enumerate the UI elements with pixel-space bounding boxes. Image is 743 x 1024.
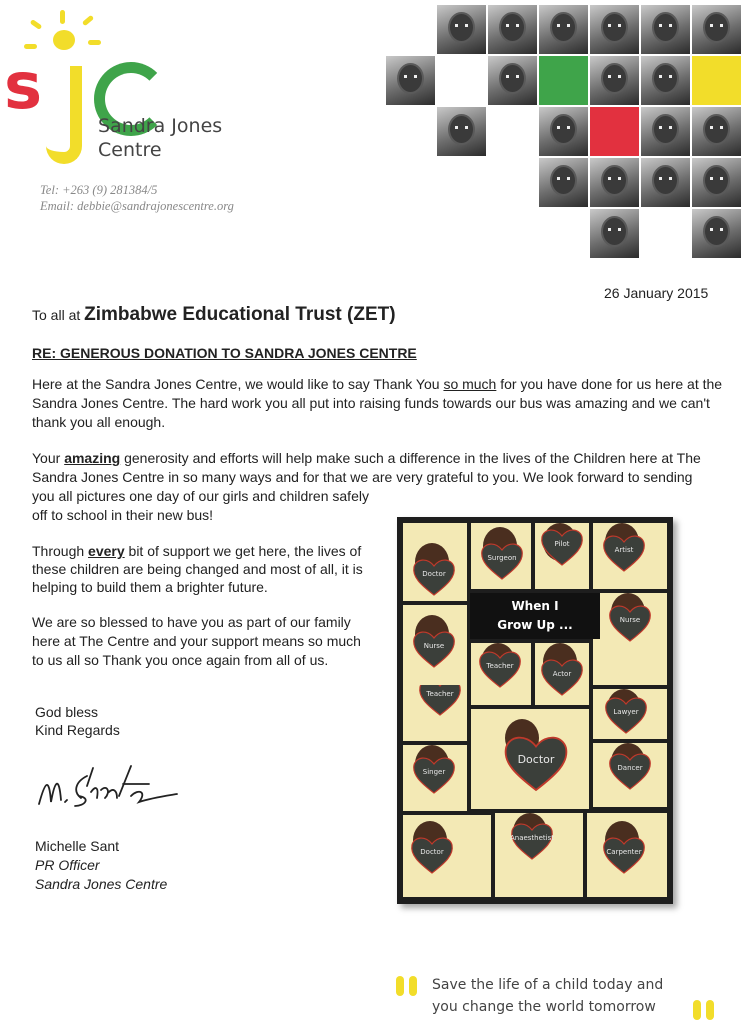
sun-ray xyxy=(30,19,43,30)
heart-sign xyxy=(539,657,585,697)
letter-recipient xyxy=(32,306,396,324)
quote-close-icon xyxy=(693,1000,701,1020)
poster-banner xyxy=(470,593,600,639)
slogan-line-1: Save the life of a child today and xyxy=(432,977,664,993)
text-run: Here at the Sandra Jones Centre, we would like to say Thank You xyxy=(32,376,440,392)
paragraph-3-line-3: helping to build them a brighter future. xyxy=(32,579,268,595)
banner-line-2: Grow Up ... xyxy=(497,618,573,632)
poster-photo-cell xyxy=(535,643,589,705)
heart-sign xyxy=(411,755,457,795)
heart-label: Doctor xyxy=(420,848,444,856)
heart-label: Artist xyxy=(614,546,634,554)
sun-ray xyxy=(82,15,94,27)
heart-label: Nurse xyxy=(423,642,445,650)
paragraph-4-line-1: We are so blessed to have you as part of our family xyxy=(32,614,351,630)
heart-sign xyxy=(603,695,649,735)
poster-photo-cell xyxy=(471,709,589,809)
poster-photo-cell xyxy=(403,745,467,811)
heart-label: Lawyer xyxy=(613,708,639,716)
accent-tile xyxy=(539,56,588,105)
closing-god-bless: God bless xyxy=(35,704,99,720)
child-photo xyxy=(488,56,537,105)
poster-photo-cell xyxy=(587,813,667,897)
paragraph-4-line-3: to us all so Thank you once again from all of us. xyxy=(32,652,329,668)
child-photo xyxy=(488,5,537,54)
text-run: Your xyxy=(32,450,61,466)
paragraph-1-line-2: Sandra Jones Centre. The hard work you all put into raising funds towards our bus was amazing and we can't xyxy=(32,395,710,411)
logo-name xyxy=(98,114,222,162)
child-photo xyxy=(590,209,639,258)
heart-label: Nurse xyxy=(619,616,641,624)
child-photo xyxy=(437,107,486,156)
poster-photo-cell xyxy=(471,523,531,589)
footer-slogan xyxy=(432,974,663,1018)
heart-label: Actor xyxy=(552,670,572,678)
text-run: generosity and efforts will help make such a difference in the lives of the Children here at The xyxy=(124,450,701,466)
logo-letter-s: s xyxy=(4,50,43,124)
poster-photo-cell xyxy=(535,523,589,589)
poster-photo-cell xyxy=(403,605,467,685)
child-photo xyxy=(437,5,486,54)
text-run: for you have done for us here at the xyxy=(500,376,723,392)
paragraph-3-line-2: these children are being changed and most of all, it is xyxy=(32,561,363,577)
letter-date: 26 January 2015 xyxy=(604,285,709,301)
child-photo xyxy=(590,158,639,207)
heart-sign xyxy=(607,751,653,791)
heart-sign xyxy=(477,649,523,689)
poster-photo-cell xyxy=(593,593,667,685)
signer-name: Michelle Sant xyxy=(35,838,120,854)
heart-sign xyxy=(479,541,525,581)
child-photo xyxy=(539,107,588,156)
heart-sign xyxy=(501,733,571,793)
child-photo xyxy=(641,56,690,105)
recipient-prefix: To all at xyxy=(32,307,81,323)
poster-photo-cell xyxy=(593,689,667,739)
accent-tile xyxy=(590,107,639,156)
recipient-org: Zimbabwe Educational Trust (ZET) xyxy=(84,304,396,325)
heart-sign xyxy=(539,527,585,567)
paragraph-2-line-3: you all pictures one day of our girls and children safely xyxy=(32,488,369,504)
signature xyxy=(35,762,185,814)
contact-email: Email: debbie@sandrajonescentre.org xyxy=(40,199,234,213)
heart-sign xyxy=(509,821,555,861)
paragraph-3-line-1 xyxy=(32,543,361,560)
child-photo xyxy=(641,5,690,54)
text-run: Through xyxy=(32,543,85,559)
signer-title: PR Officer xyxy=(35,857,100,873)
paragraph-2-line-2: Sandra Jones Centre in so many ways and for that we are very grateful to you. We look forward to sending xyxy=(32,469,693,485)
paragraph-2-line-1 xyxy=(32,450,701,467)
quote-open-icon xyxy=(409,976,417,996)
heart-label: Singer xyxy=(422,768,446,776)
child-photo xyxy=(692,158,741,207)
sun-ray xyxy=(24,44,37,49)
heart-label: Surgeon xyxy=(487,554,517,562)
when-i-grow-up-poster xyxy=(397,517,673,904)
letter-subject: RE: GENEROUS DONATION TO SANDRA JONES CENTRE xyxy=(32,345,417,361)
poster-photo-cell xyxy=(593,523,667,589)
contact-tel: Tel: +263 (9) 281384/5 xyxy=(40,183,158,197)
child-photo xyxy=(692,209,741,258)
text-run: bit of support we get here, the lives of xyxy=(128,543,362,559)
emphasis-so-much: so much xyxy=(443,376,497,392)
heart-label: Doctor xyxy=(422,570,446,578)
heart-label: Teacher xyxy=(486,662,514,670)
poster-photo-cell xyxy=(403,815,491,897)
sun-ray xyxy=(88,40,101,45)
heart-label: Pilot xyxy=(554,540,570,548)
child-photo xyxy=(590,5,639,54)
emphasis-amazing: amazing xyxy=(64,450,121,466)
heart-sign xyxy=(601,533,647,573)
child-photo xyxy=(692,107,741,156)
paragraph-1-line-3: thank you all enough. xyxy=(32,414,166,430)
heart-label: Doctor xyxy=(517,753,555,766)
accent-tile xyxy=(692,56,741,105)
child-photo xyxy=(692,5,741,54)
banner-line-1: When I xyxy=(511,599,559,613)
child-photo xyxy=(590,56,639,105)
heart-sign xyxy=(411,629,457,669)
emphasis-every: every xyxy=(88,543,125,559)
paragraph-1-line-1 xyxy=(32,376,722,393)
quote-close-icon xyxy=(706,1000,714,1020)
child-photo xyxy=(386,56,435,105)
poster-photo-cell xyxy=(495,813,583,897)
heart-label: Carpenter xyxy=(606,848,642,856)
heart-label: Anaesthetist xyxy=(509,834,555,842)
poster-photo-cell xyxy=(593,743,667,807)
slogan-line-2: you change the world tomorrow xyxy=(432,999,656,1015)
heart-sign xyxy=(607,603,653,643)
child-photo xyxy=(641,158,690,207)
logo-name-line1: Sandra Jones xyxy=(98,115,223,137)
heart-label: Dancer xyxy=(617,764,643,772)
paragraph-4-line-2: here at The Centre and your support means so much xyxy=(32,633,361,649)
child-photo xyxy=(539,158,588,207)
child-photo xyxy=(641,107,690,156)
sun-icon xyxy=(53,30,75,50)
heart-sign xyxy=(411,557,457,597)
sun-ray xyxy=(60,10,65,24)
paragraph-2-line-4: off to school in their new bus! xyxy=(32,507,214,523)
poster-photo-cell xyxy=(471,643,531,705)
logo-letter-j xyxy=(46,66,82,164)
closing-kind-regards: Kind Regards xyxy=(35,722,120,738)
quote-open-icon xyxy=(396,976,404,996)
poster-photo-cell xyxy=(403,523,467,601)
heart-label: Teacher xyxy=(426,690,454,698)
logo-name-line2: Centre xyxy=(98,139,162,161)
heart-sign xyxy=(601,835,647,875)
heart-sign xyxy=(409,835,455,875)
signer-org: Sandra Jones Centre xyxy=(35,876,168,892)
child-photo xyxy=(539,5,588,54)
